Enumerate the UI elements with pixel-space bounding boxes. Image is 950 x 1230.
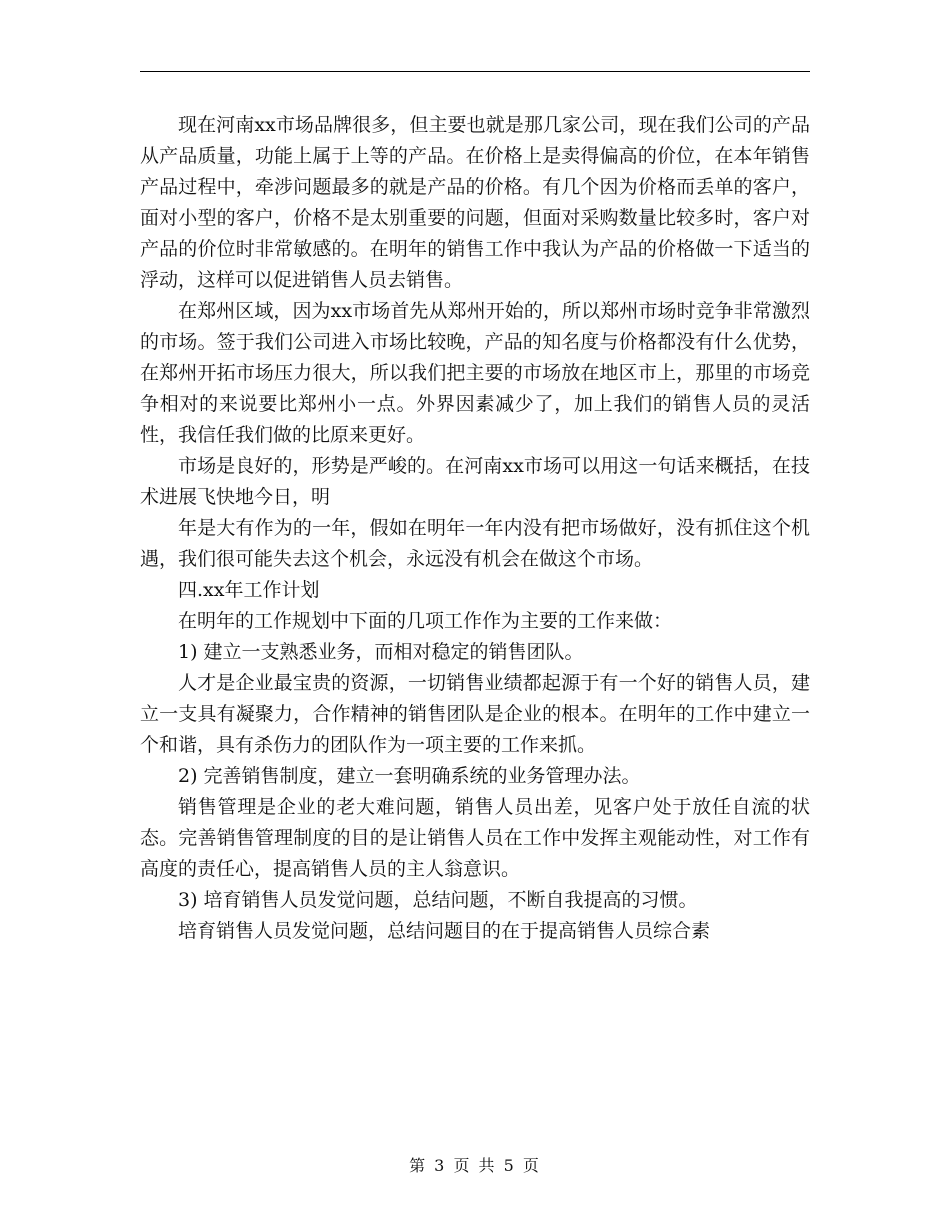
paragraph: 人才是企业最宝贵的资源，一切销售业绩都起源于有一个好的销售人员，建立一支具有凝聚力，合作精神的销售团队是企业的根本。在明年的工作中建立一个和谐，具有杀伤力的团队作为一项主要的工作来抓。	[140, 672, 810, 756]
list-item-heading: 3) 培育销售人员发觉问题，总结问题，不断自我提高的习惯。	[178, 889, 698, 911]
paragraph: 在明年的工作规划中下面的几项工作作为主要的工作来做：	[178, 610, 673, 632]
paragraph: 培育销售人员发觉问题，总结问题目的在于提高销售人员综合素	[178, 920, 711, 942]
paragraph: 在郑州区域，因为xx市场首先从郑州开始的，所以郑州市场时竞争非常激烈的市场。签于我们公司进入市场比较晚，产品的知名度与价格都没有什么优势，在郑州开拓市场压力很大，所以我们把主要的市场放在地区市上，那里的市场竞争相对的来说要比郑州小一点。外界因素减少了，加上我们的销售人员的灵活性，我信任我们做的比原来更好。	[140, 300, 810, 446]
paragraph: 市场是良好的，形势是严峻的。在河南xx市场可以用这一句话来概括，在技术进展飞快地今日，明	[140, 455, 810, 508]
body-text	[140, 110, 810, 947]
paragraph: 年是大有作为的一年，假如在明年一年内没有把市场做好，没有抓住这个机遇，我们很可能失去这个机会，永远没有机会在做这个市场。	[140, 517, 810, 570]
page-footer: 第 3 页 共 5 页	[409, 1156, 541, 1175]
paragraph: 现在河南xx市场品牌很多，但主要也就是那几家公司，现在我们公司的产品从产品质量，功能上属于上等的产品。在价格上是卖得偏高的价位，在本年销售产品过程中，牵涉问题最多的就是产品的价格。有几个因为价格而丢单的客户，面对小型的客户，价格不是太别重要的问题，但面对采购数量比较多时，客户对产品的价位时非常敏感的。在明年的销售工作中我认为产品的价格做一下适当的浮动，这样可以促进销售人员去销售。	[140, 114, 810, 291]
header-rule	[140, 71, 810, 72]
list-item-heading: 1) 建立一支熟悉业务，而相对稳定的销售团队。	[178, 641, 584, 663]
section-heading: 四.xx年工作计划	[178, 579, 320, 601]
list-item-heading: 2) 完善销售制度，建立一套明确系统的业务管理办法。	[178, 765, 641, 787]
paragraph: 销售管理是企业的老大难问题，销售人员出差，见客户处于放任自流的状态。完善销售管理制度的目的是让销售人员在工作中发挥主观能动性，对工作有高度的责任心，提高销售人员的主人翁意识。	[140, 796, 810, 880]
